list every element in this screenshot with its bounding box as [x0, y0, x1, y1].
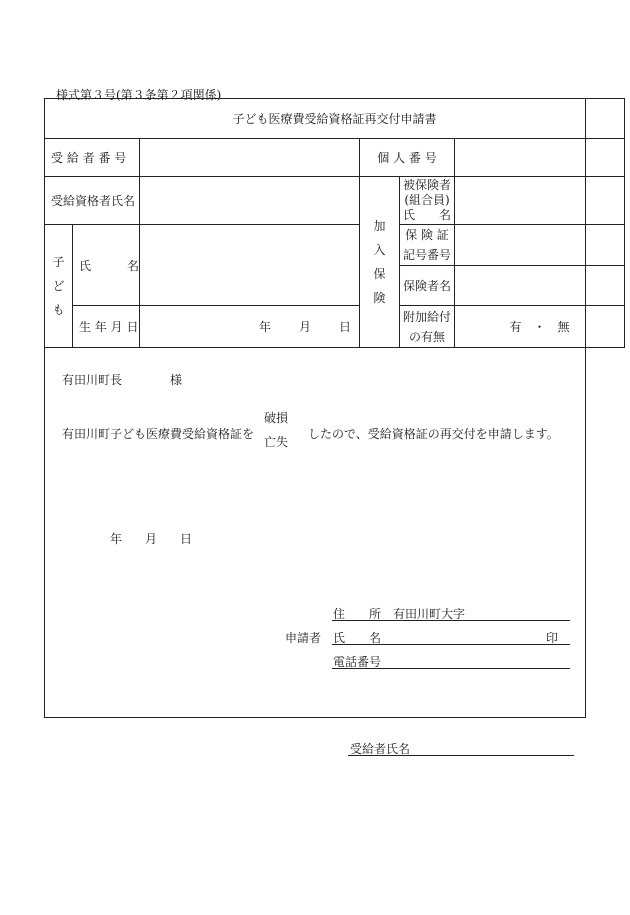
address-label: 住 所: [333, 607, 382, 621]
form-title: 子ども医療費受給資格証再交付申請書: [45, 99, 625, 139]
footer-recipient-name-label: 受給者氏名: [350, 742, 411, 756]
insurer-name-label: 保険者名: [400, 266, 455, 306]
personal-number-field[interactable]: [455, 139, 625, 177]
child-group-label: 子 ど も: [45, 225, 73, 348]
reason-lost-option[interactable]: 亡失: [264, 435, 289, 449]
addressee: 有田川町長: [62, 373, 123, 387]
phone-label: 電話番号: [333, 655, 382, 669]
insurance-card-label: 保 険 証 記号番号: [400, 225, 455, 266]
child-name-field[interactable]: [140, 225, 360, 306]
insurance-group-label: 加 入 保 険: [360, 177, 400, 348]
insurer-name-field[interactable]: [455, 266, 625, 306]
application-date-month: 月: [145, 532, 158, 546]
statement-prefix: 有田川町子ども医療費受給資格証を: [62, 427, 255, 441]
recipient-name-label: 受給資格者氏名: [45, 177, 140, 225]
insurance-card-field[interactable]: [455, 225, 625, 266]
form-table: [44, 98, 625, 348]
additional-benefit-label: 附加給付 の有無: [400, 306, 455, 348]
name-label: 氏 名: [333, 631, 382, 645]
seal-label: 印: [546, 631, 559, 645]
application-date-day: 日: [180, 532, 193, 546]
recipient-number-field[interactable]: [140, 139, 360, 177]
birth-date-field[interactable]: 年 月 日: [140, 306, 360, 348]
reason-damaged-option[interactable]: 破損: [264, 411, 289, 425]
statement-suffix: したので、受給資格証の再交付を申請します。: [308, 427, 559, 441]
footer-recipient-name-underline: [348, 754, 574, 756]
personal-number-label: 個 人 番 号: [360, 139, 455, 177]
recipient-name-field[interactable]: [140, 177, 360, 225]
application-date-year: 年: [110, 532, 123, 546]
birth-date-label: 生 年 月 日: [73, 306, 140, 348]
address-value[interactable]: 有田川町大字: [393, 607, 466, 621]
insured-person-field[interactable]: [455, 177, 625, 225]
insured-person-label: 被保険者 (組合員) 氏 名: [400, 177, 455, 225]
child-name-label: 氏 名: [73, 225, 140, 306]
recipient-number-label: 受 給 者 番 号: [45, 139, 140, 177]
phone-underline: [332, 667, 570, 669]
address-underline: [332, 619, 570, 621]
name-underline: [332, 643, 570, 645]
form-number-label: 様式第３号(第３条第２項関係): [56, 88, 222, 102]
honorific: 様: [170, 373, 183, 387]
additional-benefit-value[interactable]: 有 ・ 無: [455, 306, 625, 348]
applicant-label: 申請者: [285, 631, 322, 645]
